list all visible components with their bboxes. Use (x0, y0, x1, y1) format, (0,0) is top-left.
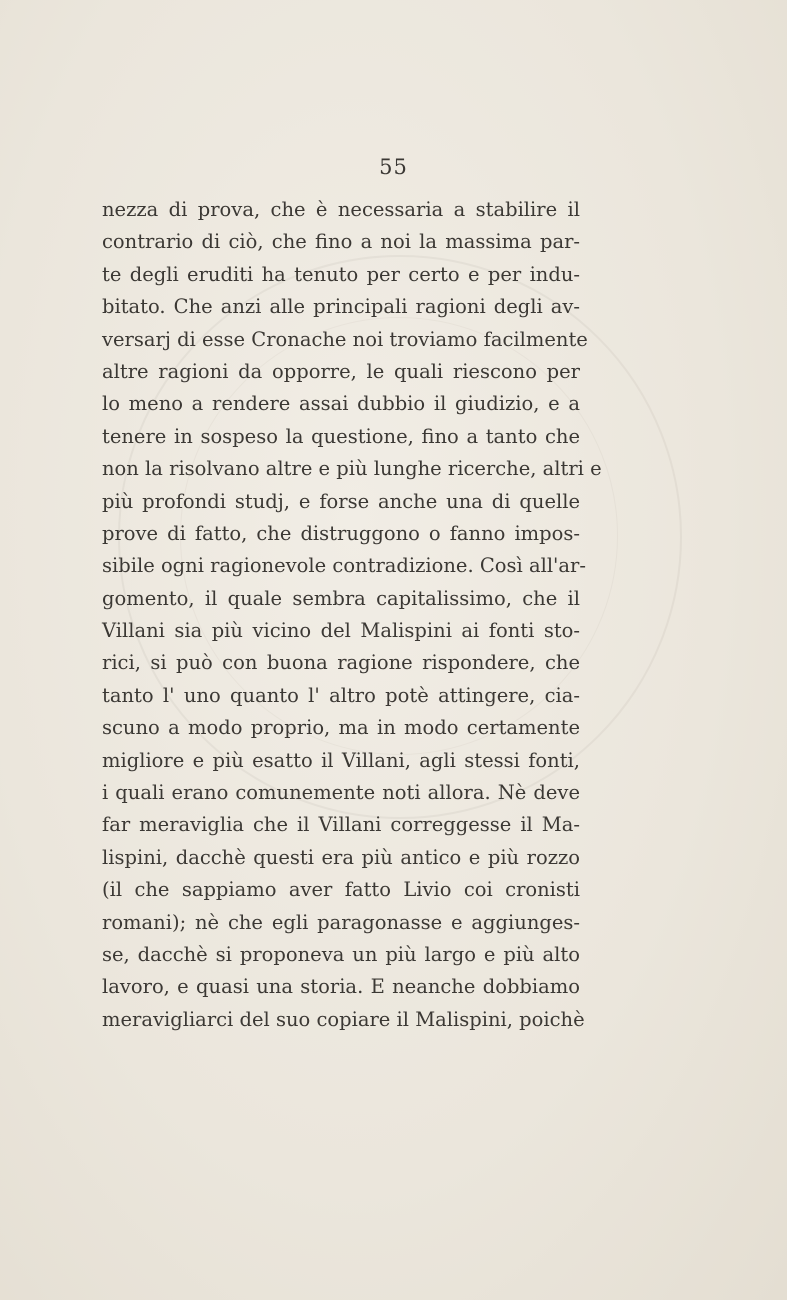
text-line: scuno a modo proprio, ma in modo certamente (102, 716, 580, 740)
body-text (102, 194, 602, 1036)
text-line: (il che sappiamo aver fatto Livio coi cronisti (102, 878, 580, 902)
text-line: lavoro, e quasi una storia. E neanche dobbiamo (102, 975, 580, 999)
text-line: prove di fatto, che distruggono o fanno impos- (102, 521, 580, 545)
text-line: tenere in sospeso la questione, fino a tanto che (102, 424, 580, 448)
text-line: lispini, dacchè questi era più antico e più rozzo (102, 845, 580, 869)
text-line: Villani sia più vicino del Malispini ai fonti sto- (102, 619, 580, 643)
text-line: nezza di prova, che è necessaria a stabilire il (102, 198, 580, 221)
text-line: versarj di esse Cronache noi troviamo facilmente (102, 327, 588, 351)
text-line: altre ragioni da opporre, le quali riescono per (102, 359, 580, 383)
text-line: non la risolvano altre e più lunghe ricerche, altri e (102, 457, 602, 481)
text-line: gomento, il quale sembra capitalissimo, che il (102, 586, 580, 610)
text-line: rici, si può con buona ragione rispondere, che (102, 651, 580, 675)
text-line: contrario di ciò, che fino a noi la massima par- (102, 230, 580, 254)
text-line: più profondi studj, e forse anche una di quelle (102, 489, 580, 513)
text-line: meravigliarci del suo copiare il Malispini, poichè (102, 1007, 585, 1031)
text-line: se, dacchè si proponeva un più largo e più alto (102, 942, 580, 966)
text-line: te degli eruditi ha tenuto per certo e per indu- (102, 262, 580, 286)
page-number: 55 (379, 155, 408, 179)
text-line: migliore e più esatto il Villani, agli stessi fonti, (102, 748, 580, 772)
text-line: i quali erano comunemente noti allora. Nè deve (102, 781, 580, 805)
text-line: sibile ogni ragionevole contradizione. Così all'ar- (102, 554, 586, 578)
text-line: tanto l' uno quanto l' altro potè attingere, cia- (102, 683, 580, 707)
text-line: far meraviglia che il Villani correggesse il Ma- (102, 813, 580, 837)
text-line: bitato. Che anzi alle principali ragioni degli av- (102, 295, 580, 319)
text-line: lo meno a rendere assai dubbio il giudizio, e a (102, 392, 580, 416)
text-line: romani); nè che egli paragonasse e aggiunges- (102, 910, 580, 934)
